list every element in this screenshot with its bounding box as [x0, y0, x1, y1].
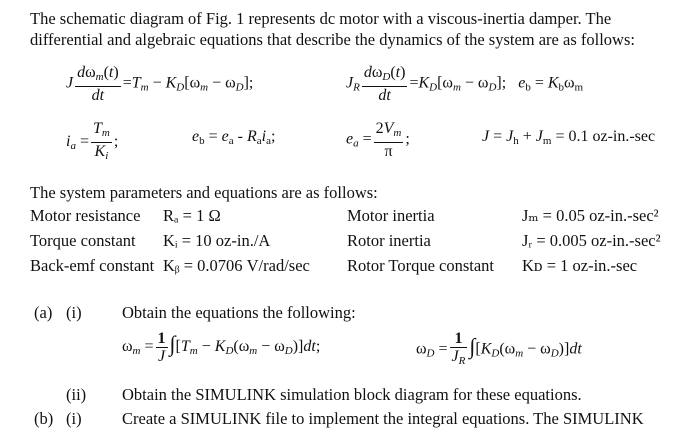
question-a-ii-text: Obtain the SIMULINK simulation block diagram for these equations. [122, 385, 582, 404]
equation-rotor-dynamics: $J_R$ $\frac{d\omega_D(t)}{dt}$ $=K_D[\omega_m - \omega_D]$; $e_b = K_b\omega_m$ [346, 64, 584, 104]
param-value-back-emf-constant: Kᵦ = 0.0706 V/rad/sec [163, 256, 310, 275]
question-a-i-label: (i) [66, 303, 82, 322]
param-label-back-emf-constant: Back-emf constant [30, 256, 155, 275]
question-b-i-text: Create a SIMULINK file to implement the integral equations. The SIMULINK [122, 409, 644, 428]
param-value-motor-resistance: Rₐ = 1 Ω [163, 206, 221, 225]
question-b-label: (b) [34, 409, 54, 428]
equation-motor-dynamics: J $\frac{d\omega_m(t)}{dt}$ $=T_m - K_D[\omega_m - \omega_D]$; [66, 64, 254, 104]
equation-total-inertia: $J = J_h + J_m = 0.1$ oz-in.-sec [482, 128, 656, 147]
param-label-motor-resistance: Motor resistance [30, 206, 141, 225]
params-heading: The system parameters and equations are as follows: [30, 183, 378, 202]
equation-armature-current: $i_a$ = $\frac{T_m}{K_i}$ ; [66, 120, 119, 162]
question-a-i-text: Obtain the equations the following: [122, 303, 356, 322]
param-label-motor-inertia: Motor inertia [347, 206, 435, 225]
equation-integral-rotor-speed: $\omega_D$ = $\frac{1}{J_R}$ $\int[K_D(\omega_m - \omega_D)]dt$ [416, 330, 582, 367]
param-label-torque-constant: Torque constant [30, 231, 136, 250]
param-label-rotor-inertia: Rotor inertia [347, 231, 431, 250]
question-a-ii-label: (ii) [66, 385, 87, 404]
equation-armature-voltage: $e_a$ = $\frac{2V_m}{\pi}$ ; [346, 120, 410, 160]
param-value-motor-inertia: Jₘ = 0.05 oz-in.-sec² [522, 206, 659, 225]
question-a-label: (a) [34, 303, 53, 322]
intro-line-2: differential and algebraic equations that describe the dynamics of the system are as follows: [30, 30, 635, 49]
param-value-torque-constant: Kᵢ = 10 oz-in./A [163, 231, 271, 250]
param-value-rotor-torque-constant: Kᴅ = 1 oz-in.-sec [522, 256, 638, 275]
equation-back-emf: $e_b = e_a - R_ai_a$; [192, 128, 276, 147]
param-value-rotor-inertia: Jᵣ = 0.005 oz-in.-sec² [522, 231, 661, 250]
intro-line-1: The schematic diagram of Fig. 1 represents dc motor with a viscous-inertia damper. The [30, 9, 612, 28]
equation-integral-motor-speed: $\omega_m$ = $\frac{1}{J}$ $\int[T_m - K_D(\omega_m - \omega_D)]dt$; [122, 330, 321, 365]
question-b-i-label: (i) [66, 409, 82, 428]
param-label-rotor-torque-constant: Rotor Torque constant [347, 256, 495, 275]
